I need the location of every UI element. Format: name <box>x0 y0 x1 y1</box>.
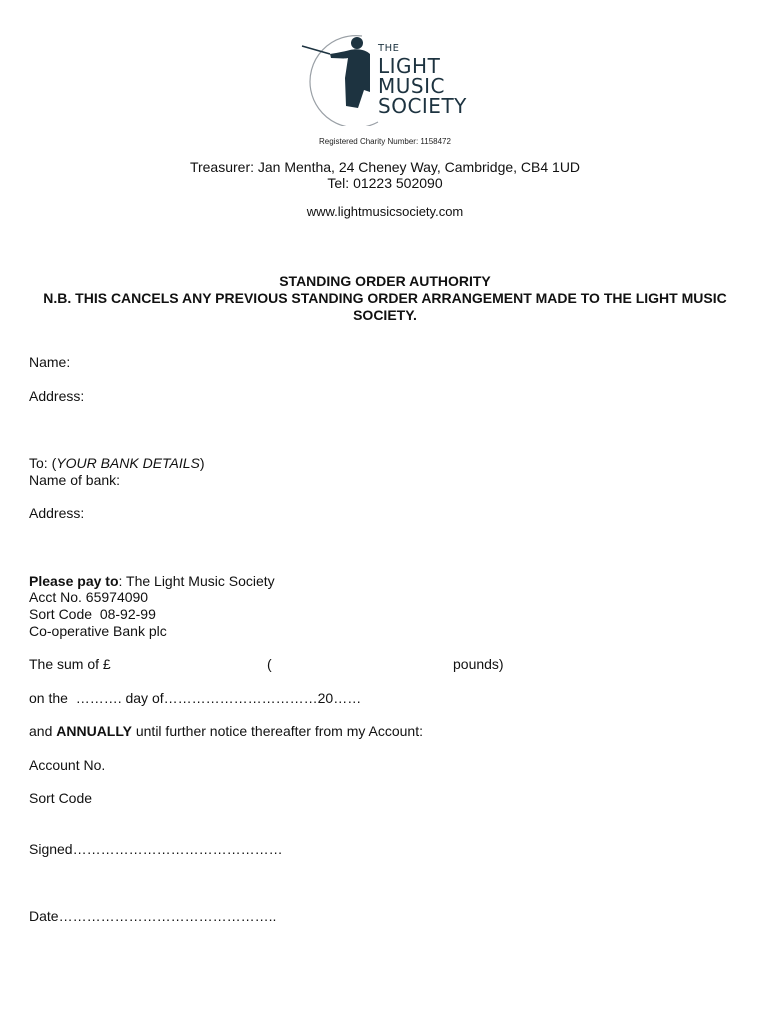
to-prefix: To: ( <box>29 455 57 471</box>
bank-name: Co-operative Bank plc <box>29 623 167 639</box>
signature-line: Signed……………………………………… <box>29 841 283 857</box>
sum-label: The sum of £ <box>29 656 111 672</box>
sort-code: Sort Code 08-92-99 <box>29 606 156 622</box>
bank-address-label: Address: <box>29 505 85 521</box>
start-date-line: on the ………. day of……………………………20…… <box>29 690 362 706</box>
logo-light: LIGHT <box>378 54 441 78</box>
and-prefix: and <box>29 723 57 739</box>
pay-to-value: : The Light Music Society <box>118 573 275 589</box>
logo-society: SOCIETY <box>378 94 467 118</box>
and-suffix: until further notice thereafter from my Account: <box>131 723 423 739</box>
date-line: Date……………………………………….. <box>29 908 277 924</box>
sum-pounds-label: pounds) <box>453 656 504 672</box>
account-number: Acct No. 65974090 <box>29 589 149 605</box>
annually-label: ANNUALLY <box>56 723 132 739</box>
bank-name-label: Name of bank: <box>29 472 121 488</box>
name-field-label: Name: <box>29 354 71 370</box>
pay-to-label: Please pay to <box>29 573 119 589</box>
your-bank-details: YOUR BANK DETAILS <box>56 455 200 471</box>
website-link[interactable]: www.lightmusicsociety.com <box>306 204 464 219</box>
address-field-label: Address: <box>29 388 85 404</box>
telephone: Tel: 01223 502090 <box>327 175 443 191</box>
pay-to-line <box>29 573 275 589</box>
treasurer-address: Treasurer: Jan Mentha, 24 Cheney Way, Cambridge, CB4 1UD <box>189 159 581 175</box>
sum-words-paren: ( <box>267 656 272 672</box>
payer-sort-code-label: Sort Code <box>29 790 93 806</box>
logo-music: MUSIC <box>378 74 445 98</box>
document-heading <box>20 273 750 324</box>
heading-title: STANDING ORDER AUTHORITY <box>279 273 491 289</box>
charity-number: Registered Charity Number: 1158472 <box>319 137 451 146</box>
annually-line <box>29 723 423 739</box>
logo-the: THE <box>378 43 400 54</box>
to-bank-label <box>29 455 205 471</box>
to-suffix: ) <box>199 455 205 471</box>
heading-notice: N.B. THIS CANCELS ANY PREVIOUS STANDING ORDER ARRANGEMENT MADE TO THE LIGHT MUSIC SOCIETY. <box>43 290 727 323</box>
payer-account-number-label: Account No. <box>29 757 106 773</box>
society-logo <box>300 30 480 126</box>
